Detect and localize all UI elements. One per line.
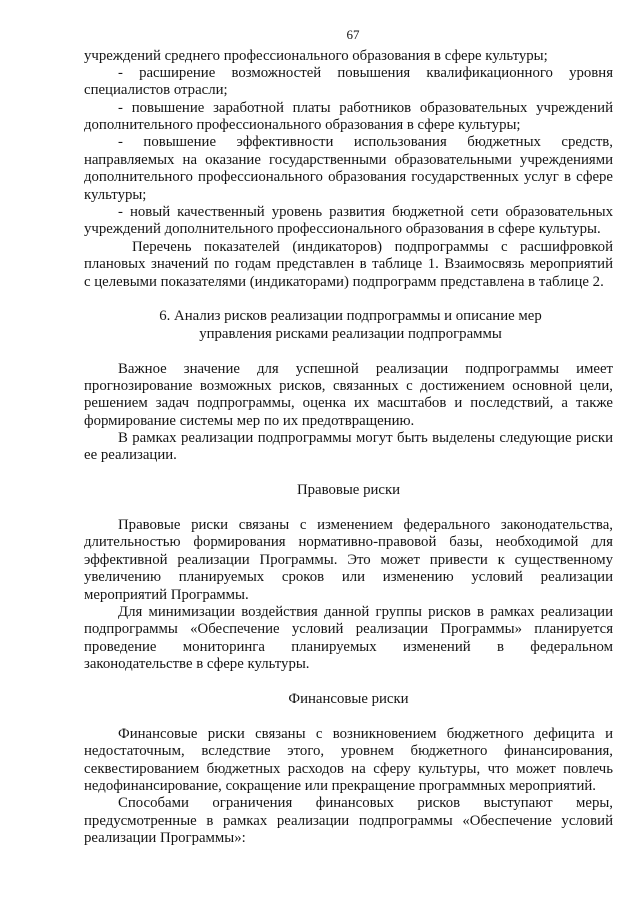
text-line: дополнительного профессионального образования государственных услуг в сфере <box>84 169 613 186</box>
subsection-heading-financial-risks: Финансовые риски <box>288 690 409 707</box>
paragraph-indicators <box>84 239 613 291</box>
text-line: Важное значение для успешной реализации подпрограммы имеет <box>118 360 613 377</box>
paragraph <box>84 726 613 796</box>
text-line: с целевыми показателями (индикаторами) подпрограмм представлена в таблице 2. <box>84 273 604 290</box>
text-line: - расширение возможностей повышения квалификационного уровня <box>118 64 613 81</box>
text-line: - новый качественный уровень развития бюджетной сети образовательных <box>118 204 613 221</box>
page-number: 67 <box>346 27 360 42</box>
text-line: формирование системы мер по их предотвращению. <box>84 412 415 429</box>
bullet-list <box>84 48 613 239</box>
list-continuation-line: учреждений среднего профессионального образования в сфере культуры; <box>84 47 548 64</box>
text-line: длительностью формирования нормативно-правовой базы, необходимой для <box>84 534 613 551</box>
heading-line: 6. Анализ рисков реализации подпрограммы и описание мер <box>159 308 542 325</box>
list-item <box>84 134 613 204</box>
paragraph <box>84 795 613 847</box>
heading-line: управления рисками реализации подпрограммы <box>199 325 502 342</box>
text-line: учреждений дополнительного профессионального образования в сфере культуры. <box>84 221 601 238</box>
blank-line <box>84 674 613 691</box>
text-line: реализации Программы»: <box>84 830 246 847</box>
paragraph <box>84 604 613 674</box>
text-line: Финансовые риски связаны с возникновением бюджетного дефицита и <box>118 725 613 742</box>
text-line: мероприятий Программы. <box>84 586 249 603</box>
text-line: эффективной реализации Программы. Это может привести к существенному <box>84 551 613 568</box>
text-line: - повышение заработной платы работников образовательных учреждений <box>118 99 613 116</box>
text-line: культуры; <box>84 186 147 203</box>
text-line: В рамках реализации подпрограммы могут быть выделены следующие риски <box>118 430 613 447</box>
text-line: прогнозирование возможных рисков, связанных с достижением основной цели, <box>84 377 613 394</box>
text-line: законодательстве в сфере культуры. <box>84 656 310 673</box>
text-line: проведение мониторинга планируемых изменений в федеральном <box>84 638 613 655</box>
text-line: решением задач подпрограммы, оценка их масштабов и последствий, а также <box>84 395 613 412</box>
text-line: Перечень показателей (индикаторов) подпрограммы с расшифровкой <box>132 238 613 255</box>
text-line: ее реализации. <box>84 447 177 464</box>
text-line: подпрограммы «Обеспечение условий реализации Программы» планируется <box>84 621 613 638</box>
section-heading <box>84 308 613 343</box>
blank-line <box>84 291 613 308</box>
text-line: дополнительного профессионального образования в сфере культуры; <box>84 117 521 134</box>
blank-line <box>84 708 613 725</box>
text-line: специалистов отрасли; <box>84 82 228 99</box>
list-item <box>84 204 613 239</box>
blank-line <box>84 343 613 360</box>
text-line: недофинансирование, сокращение или прекращение программных мероприятий. <box>84 777 596 794</box>
text-line: секвестированием бюджетных расходов на сферу культуры, что может повлечь <box>84 760 613 777</box>
paragraph <box>84 517 613 604</box>
list-item <box>84 100 613 135</box>
text-line: увеличению планируемых сроков или изменению условий реализации <box>84 569 613 586</box>
subsection-heading-legal-risks: Правовые риски <box>296 482 401 499</box>
blank-line <box>84 500 613 517</box>
text-line: Правовые риски связаны с изменением федерального законодательства, <box>118 517 613 534</box>
paragraph <box>84 361 613 431</box>
paragraph <box>84 430 613 465</box>
page-body <box>84 48 613 848</box>
text-line: направляемых на оказание государственными образовательными учреждениями <box>84 151 613 168</box>
text-line: предусмотренные в рамках реализации подпрограммы «Обеспечение условий <box>84 812 613 829</box>
text-line: Способами ограничения финансовых рисков выступают меры, <box>118 795 613 812</box>
list-item <box>84 65 613 100</box>
text-line: - повышение эффективности использования бюджетных средств, <box>118 134 613 151</box>
text-line: недостаточным, вследствие этого, уровнем бюджетного финансирования, <box>84 743 613 760</box>
text-line: Для минимизации воздействия данной группы рисков в рамках реализации <box>118 604 613 620</box>
blank-line <box>84 465 613 482</box>
text-line: плановых значений по годам представлен в таблице 1. Взаимосвязь мероприятий <box>84 256 613 273</box>
